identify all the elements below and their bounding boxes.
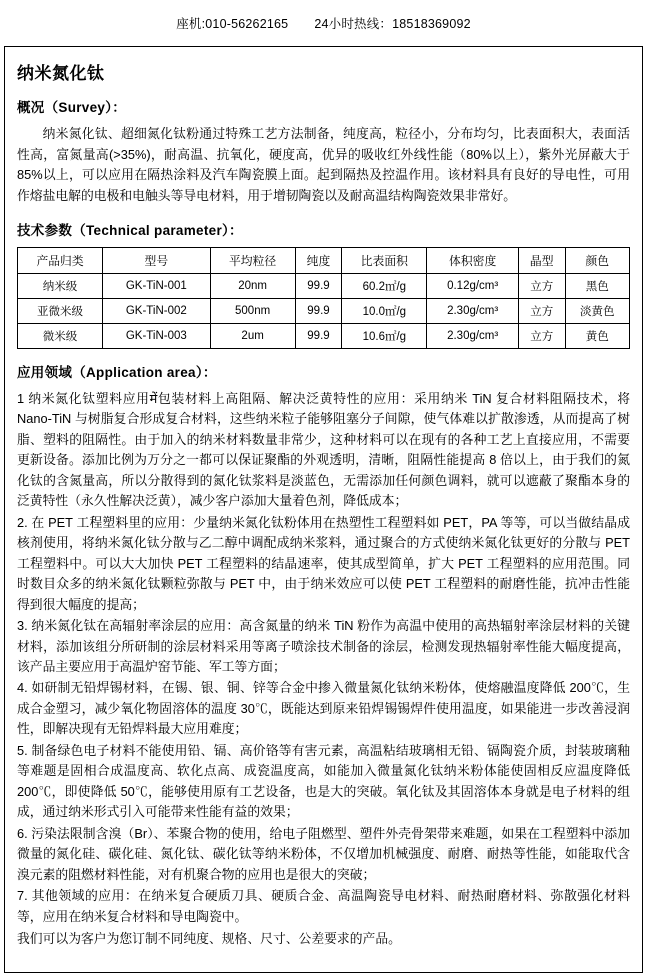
table-cell: 99.9: [295, 298, 342, 323]
table-cell: 立方: [518, 323, 565, 348]
table-cell: 60.2㎡/g: [342, 273, 427, 298]
table-row: [18, 298, 630, 323]
table-cell: 亚微米级: [18, 298, 103, 323]
list-item: 7. 其他领域的应用：在纳米复合硬质刀具、硬质合金、高温陶瓷导电材料、耐热耐磨材料、弥散强化材料等，应用在纳米复合材料和导电陶瓷中。: [17, 888, 630, 924]
closing-paragraph: 我们可以为客户为您订制不同纯度、规格、尺寸、公差要求的产品。: [17, 931, 401, 947]
column-header: 平均粒径: [210, 247, 295, 273]
table-cell: GK-TiN-003: [103, 323, 210, 348]
table-cell: 黄色: [565, 323, 629, 348]
column-header: 晶型: [518, 247, 565, 273]
list-item: 4. 如研制无铅焊锡材料，在锡、银、铜、锌等合金中掺入微量氮化钛纳米粉体，使熔融温度降低 200℃，生成合金塑习，减少氧化物固溶体的温度 30℃，既能达到原来铅焊锡锡焊件使用温度，如果能进一步改善浸润性，即解决现有无铅焊料最大应用难度；: [17, 680, 630, 737]
table-cell: 99.9: [295, 273, 342, 298]
document-frame: [4, 46, 643, 973]
table-cell: 0.12g/cm³: [427, 273, 519, 298]
page-title: 纳米氮化钛: [17, 64, 105, 83]
table-row: [18, 323, 630, 348]
column-header: 型号: [103, 247, 210, 273]
table-cell: 99.9: [295, 323, 342, 348]
table-cell: 纳米级: [18, 273, 103, 298]
table-cell: 2um: [210, 323, 295, 348]
table-cell: 立方: [518, 273, 565, 298]
table-cell: 立方: [518, 298, 565, 323]
application-list: [17, 389, 630, 927]
table-cell: 黑色: [565, 273, 629, 298]
list-item: 6. 污染法限制含溴（Br）、苯聚合物的使用，给电子阻燃型、塑件外壳骨架带来难题，如果在工程塑料中添加微量的氮化硅、碳化硅、氮化钛、碳化钛等纳米粉体，不仅增加机械强度、耐磨、耐热等性能，如能取代含溴元素的阻燃材料性能，对有机聚合物的应用也是很大的突破；: [17, 825, 630, 882]
table-cell: 10.6㎡/g: [342, 323, 427, 348]
table-cell: 微米级: [18, 323, 103, 348]
column-header: 比表面积: [342, 247, 427, 273]
table-cell: GK-TiN-002: [103, 298, 210, 323]
table-cell: GK-TiN-001: [103, 273, 210, 298]
table-cell: 10.0㎡/g: [342, 298, 427, 323]
tech-parameter-heading: 技术参数（Technical parameter）：: [17, 222, 243, 238]
landline-text: 座机:010-56262165: [176, 17, 289, 31]
survey-paragraph: 纳米氮化钛、超细氮化钛粉通过特殊工艺方法制备，纯度高，粒径小，分布均匀，比表面积大，表面活性高，富氮量高(>35%)，耐高温、抗氧化，硬度高，优异的吸收红外线性能（80%以上），紫外光屏蔽大于 85%以上，可以应用在隔热涂料及汽车陶瓷膜上面。起到隔热及控温作用。该材料具有良好的导电性，可用作熔盐电解的电极和电触头等导电材料，用于增韧陶瓷以及耐高温结构陶瓷效果非常好。: [17, 126, 630, 204]
contact-bar: [0, 0, 647, 46]
list-item: 3. 纳米氮化钛在高辐射率涂层的应用：高含氮量的纳米 TiN 粉作为高温中使用的高热辐射率涂层材料的关键材料，添加该组分所研制的涂层材料采用等离子喷涂技术制备的涂层，检测发现热辐射率性能大幅度提高，该产品主要应用于高温炉窑节能、军工等方面；: [17, 618, 630, 674]
list-item: 2. 在 PET 工程塑料里的应用：少量纳米氮化钛粉体用在热塑性工程塑料如 PET，PA 等等，可以当做结晶成核剂使用，将纳米氮化钛分散与乙二醇中调配成纳米浆料，通过聚合的方式使纳米氮化钛更好的分散与 PET 工程塑料中。可以大大加快 PET 工程塑料的结晶速率，使其成型简单，扩大 PET 工程塑料的应用范围。同时数目众多的纳米氮化钛颗粒弥散与 PET 中，由于纳米效应可以使 PET 工程塑料的耐磨性能，抗冲击性能得到很大幅度的提高；: [17, 514, 630, 612]
column-header: 产品归类: [18, 247, 103, 273]
table-cell: 20nm: [210, 273, 295, 298]
table-row: [18, 273, 630, 298]
column-header: 纯度: [295, 247, 342, 273]
column-header: 颜色: [565, 247, 629, 273]
list-item: 1 纳米氮化钛塑料应用में包装材料上高阻隔、解决泛黄特性的应用：采用纳米 TiN 复合材料阻隔技术，将 Nano-TiN 与树脂复合形成复合材料，这些纳米粒子能够阻塞分子间隙，使气体难以扩散渗透，从而提高了树脂、塑料的阻隔性。由于加入的纳米材料数量非常少，这种材料可以在现有的各种工艺上直接应用，不需要更新设备。添加比例为万分之一都可以保证聚酯的外观透明，清晰，阻隔性能提高 8 倍以上，由于我们的氮化钛的含氮量高，所以分散得到的氮化钛浆料是淡蓝色，无需添加任何颜色调料，就可以遮蔽了聚酯本身的泛黄特性（永久性解决泛黄），减少客户添加大量着色剂，降低成本；: [17, 390, 630, 509]
spec-table: [17, 247, 630, 349]
list-item: 5. 制备绿色电子材料不能使用铅、镉、高价铬等有害元素，高温粘结玻璃相无铅、镉陶瓷介质，封装玻璃釉等难题是固相合成温度高、软化点高、成瓷温度高，如能加入微量氮化钛纳米粉体能使固相反应温度降低 200℃，即使降低 50℃，能够使用原有工艺设备，也是大的突破。氧化钛及其固溶体本身就是电子材料的组成，通过纳米形式引入可能带来性能有益的效果；: [17, 742, 630, 820]
application-area-heading: 应用领域（Application area）：: [17, 364, 217, 380]
column-header: 体积密度: [427, 247, 519, 273]
table-header-row: [18, 247, 630, 273]
survey-heading: 概况（Survey）：: [17, 100, 127, 115]
hotline-text: 24小时热线：18518369092: [314, 17, 471, 31]
table-cell: 2.30g/cm³: [427, 298, 519, 323]
table-cell: 淡黄色: [565, 298, 629, 323]
table-cell: 500nm: [210, 298, 295, 323]
table-cell: 2.30g/cm³: [427, 323, 519, 348]
